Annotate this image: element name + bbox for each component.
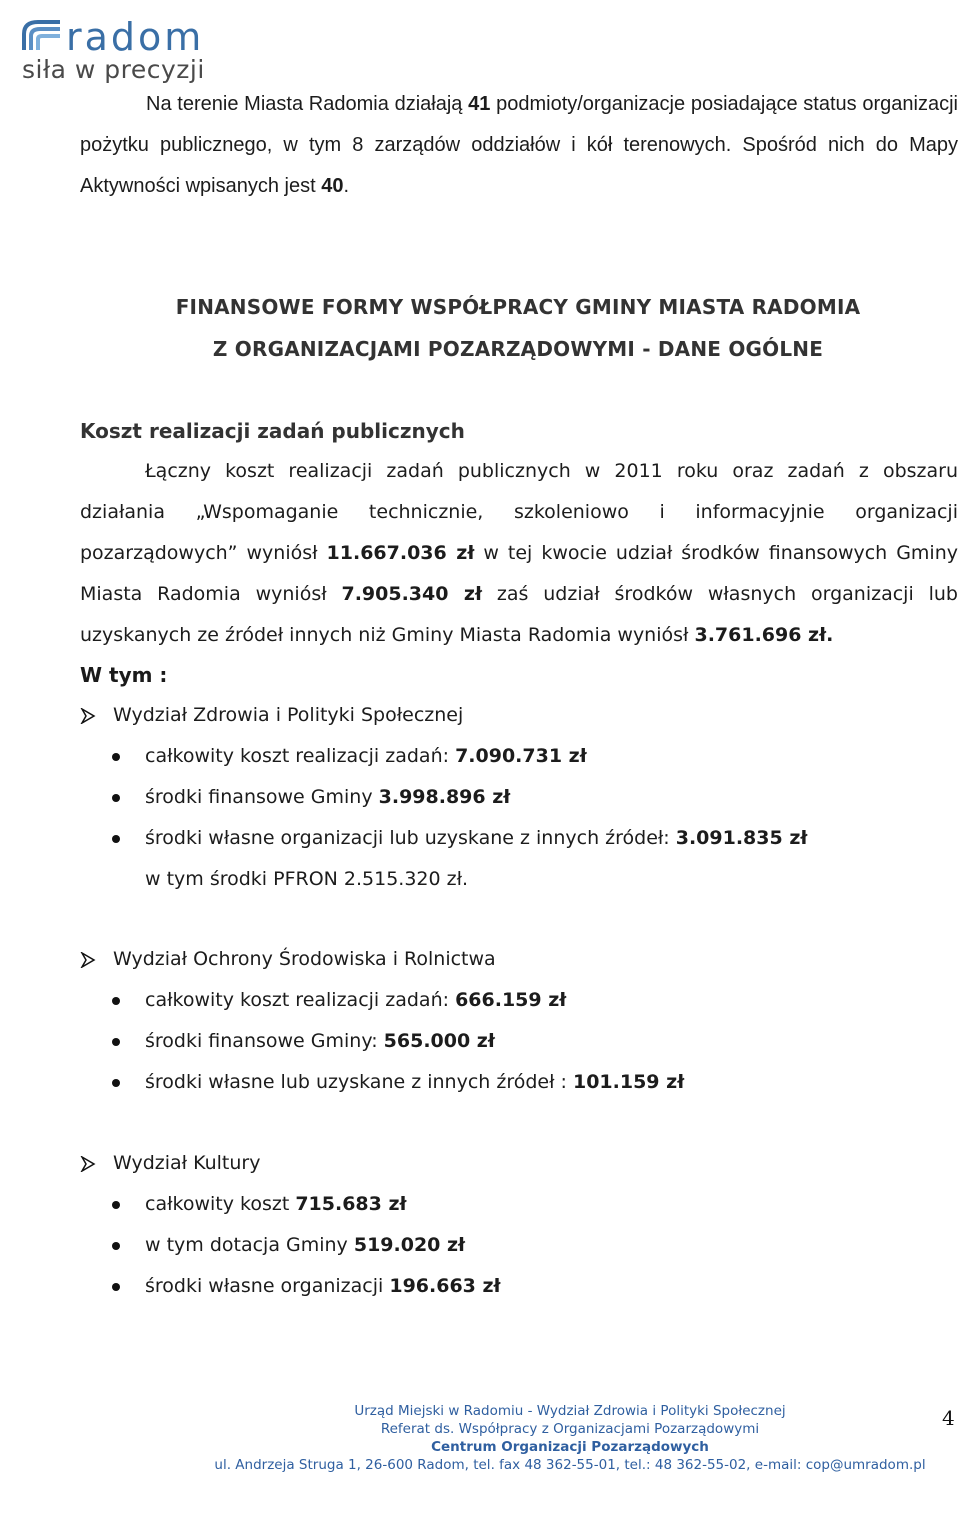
item-value: 3.091.835 zł (675, 827, 808, 849)
item-value: 196.663 zł (389, 1275, 501, 1297)
bullet-dot-icon (112, 835, 120, 843)
item-value: 715.683 zł (295, 1193, 407, 1215)
item-value: 565.000 zł (383, 1030, 495, 1052)
item-label: środki finansowe Gminy: (145, 1030, 384, 1052)
logo-tagline: siła w precyzji (22, 55, 205, 84)
intro-text-2: podmioty/organizacje posiadające status organizacji pożytku publicznego, w tym 8 zarządów oddziałów i kół terenowych. Spośród nich do Mapy Aktywności wpisanych jest (80, 93, 958, 197)
subheading: Koszt realizacji zadań publicznych (80, 419, 465, 443)
cost-text-3: zaś udział środków własnych organizacji lub uzyskanych ze źródeł innych niż Gminy Miasta Radomia wyniósł (80, 583, 958, 646)
item-value: 7.090.731 zł (455, 745, 587, 767)
department-heading (80, 695, 463, 736)
department-heading (80, 1143, 260, 1184)
item-label: środki własne organizacji lub uzyskane z innych źródeł: (145, 827, 676, 849)
item-label: całkowity koszt realizacji zadań: (145, 989, 456, 1011)
logo-wordmark: radom (66, 15, 205, 59)
bullet-dot-icon (112, 1283, 120, 1291)
w-tym-label: W tym : (80, 663, 168, 687)
logo-mark-icon (22, 16, 66, 56)
bullet-dot-icon (112, 1079, 120, 1087)
bullet-dot-icon (112, 1201, 120, 1209)
department-name: Wydział Zdrowia i Polityki Społecznej (113, 704, 464, 726)
item-value: 519.020 zł (353, 1234, 466, 1256)
arrow-bullet-icon (80, 1143, 113, 1184)
cost-text-1: Łączny koszt realizacji zadań publicznych w 2011 roku oraz zadań z obszaru działania „Wspomaganie technicznie, szkoleniowo i informacyjnie organizacji pozarządowych” wyniósł (80, 460, 958, 564)
footer-line-center: Centrum Organizacji Pozarządowych (431, 1439, 709, 1455)
bullet-dot-icon (112, 997, 120, 1005)
item-label: środki własne lub uzyskane z innych źródeł : (145, 1071, 573, 1093)
item-value: 3.998.896 zł (378, 786, 511, 808)
intro-text-1: Na terenie Miasta Radomia działają (146, 93, 469, 115)
total-cost-value: 11.667.036 zł (326, 542, 475, 564)
section-title-line-2: Z ORGANIZACJAMI POZARZĄDOWYMI - DANE OGÓLNE (212, 337, 824, 361)
item-label: w tym dotacja Gminy (145, 1234, 354, 1256)
page-number: 4 (942, 1406, 955, 1430)
own-funds-value: 3.761.696 zł. (694, 624, 834, 646)
item-label: całkowity koszt (145, 1193, 296, 1215)
footer-line-address: ul. Andrzeja Struga 1, 26-600 Radom, tel. fax 48 362-55-01, tel.: 48 362-55-02, e-mail: cop@umradom.pl (214, 1457, 926, 1473)
item-label: środki finansowe Gminy (145, 786, 379, 808)
department-name: Wydział Ochrony Środowiska i Rolnictwa (113, 948, 496, 970)
intro-text-3: . (343, 175, 350, 197)
bullet-dot-icon (112, 1242, 120, 1250)
cost-text-2: w tej kwocie udział środków finansowych Gminy Miasta Radomia wyniósł (80, 542, 959, 605)
department-name: Wydział Kultury (113, 1152, 261, 1174)
pfron-note: w tym środki PFRON 2.515.320 zł. (145, 868, 469, 890)
bullet-dot-icon (112, 753, 120, 761)
intro-paragraph (80, 84, 958, 207)
footer-line-office: Urząd Miejski w Radomiu - Wydział Zdrowia i Polityki Społecznej (354, 1403, 786, 1419)
arrow-bullet-icon (80, 695, 113, 736)
bullet-dot-icon (112, 1038, 120, 1046)
cost-paragraph (80, 451, 958, 656)
item-label: środki własne organizacji (145, 1275, 390, 1297)
radom-logo (22, 16, 222, 86)
page-footer (200, 1402, 940, 1474)
footer-line-unit: Referat ds. Współpracy z Organizacjami Pozarządowymi (380, 1421, 760, 1437)
item-value: 666.159 zł (455, 989, 567, 1011)
department-heading (80, 939, 496, 980)
intro-count-organizations: 41 (468, 93, 491, 115)
bullet-dot-icon (112, 794, 120, 802)
section-title-line-1: FINANSOWE FORMY WSPÓŁPRACY GMINY MIASTA RADOMIA (175, 295, 861, 319)
arrow-bullet-icon (80, 939, 113, 980)
item-value: 101.159 zł (572, 1071, 685, 1093)
intro-count-map: 40 (321, 175, 344, 197)
city-funds-value: 7.905.340 zł (341, 583, 483, 605)
item-label: całkowity koszt realizacji zadań: (145, 745, 456, 767)
